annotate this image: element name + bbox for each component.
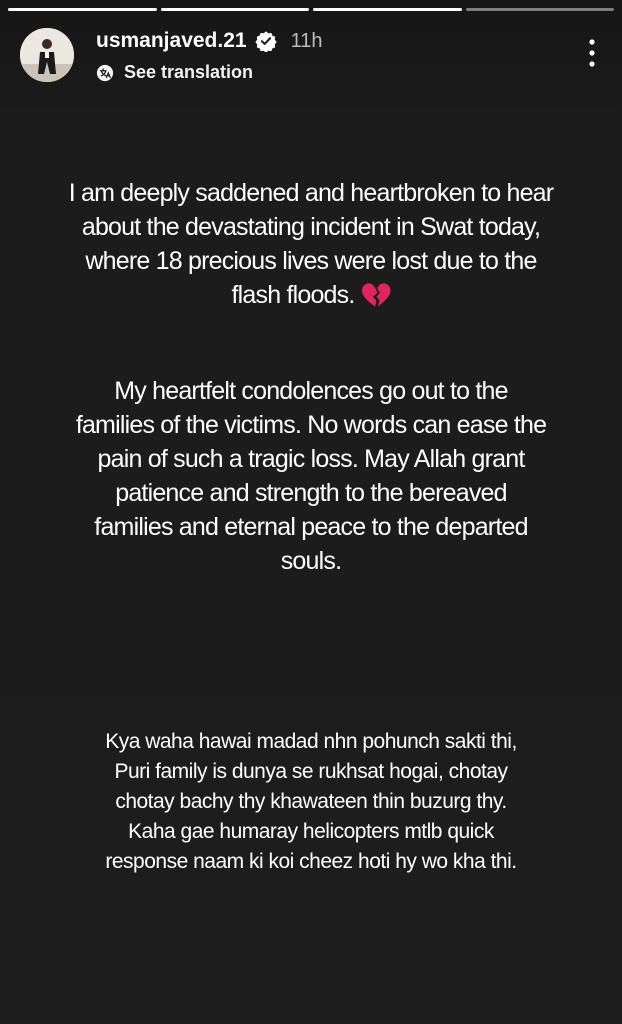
paragraph-line: Kya waha hawai madad nhn pohunch sakti thi, (105, 730, 517, 753)
paragraph-line: pain of such a tragic loss. May Allah grant (97, 445, 525, 473)
paragraph-line: about the devastating incident in Swat today, (81, 213, 541, 241)
paragraph-line: families and eternal peace to the departed (94, 513, 528, 541)
story-paragraph-1 (20, 176, 602, 312)
username[interactable]: usmanjaved.21 (96, 29, 247, 52)
translate-icon (96, 64, 114, 82)
story-progress-bar (8, 8, 614, 11)
story-progress-segment-4 (466, 8, 615, 11)
story-progress-segment-2 (161, 8, 310, 11)
paragraph-line: flash floods. (231, 281, 355, 309)
avatar[interactable] (20, 28, 74, 82)
story-progress-segment-1 (8, 8, 157, 11)
paragraph-line: I am deeply saddened and heartbroken to hear (68, 179, 554, 207)
paragraph-line: families of the victims. No words can ease the (75, 411, 547, 439)
paragraph-line: Kaha gae humaray helicopters mtlb quick (128, 820, 494, 843)
verified-badge-icon (255, 30, 277, 52)
paragraph-line: where 18 precious lives were lost due to the (85, 247, 537, 275)
see-translation-button[interactable] (96, 62, 253, 83)
paragraph-line: response naam ki koi cheez hoti hy wo kha thi. (105, 850, 517, 873)
username-row (96, 28, 322, 54)
broken-heart-icon (361, 282, 391, 308)
story-paragraph-2 (20, 374, 602, 578)
story-header (20, 26, 602, 86)
story-paragraph-3 (20, 727, 602, 877)
paragraph-line: souls. (280, 547, 342, 575)
paragraph-line: Puri family is dunya se rukhsat hogai, chotay (114, 760, 508, 783)
paragraph-line-with-emoji (20, 278, 602, 312)
post-time: 11h (290, 29, 323, 52)
paragraph-line: chotay bachy thy khawateen thin buzurg thy. (115, 790, 507, 813)
see-translation-label: See translation (124, 62, 254, 82)
paragraph-line: My heartfelt condolences go out to the (114, 377, 508, 405)
story-progress-segment-3 (313, 8, 462, 11)
more-vertical-icon[interactable] (586, 38, 598, 68)
paragraph-line: patience and strength to the bereaved (115, 479, 507, 507)
